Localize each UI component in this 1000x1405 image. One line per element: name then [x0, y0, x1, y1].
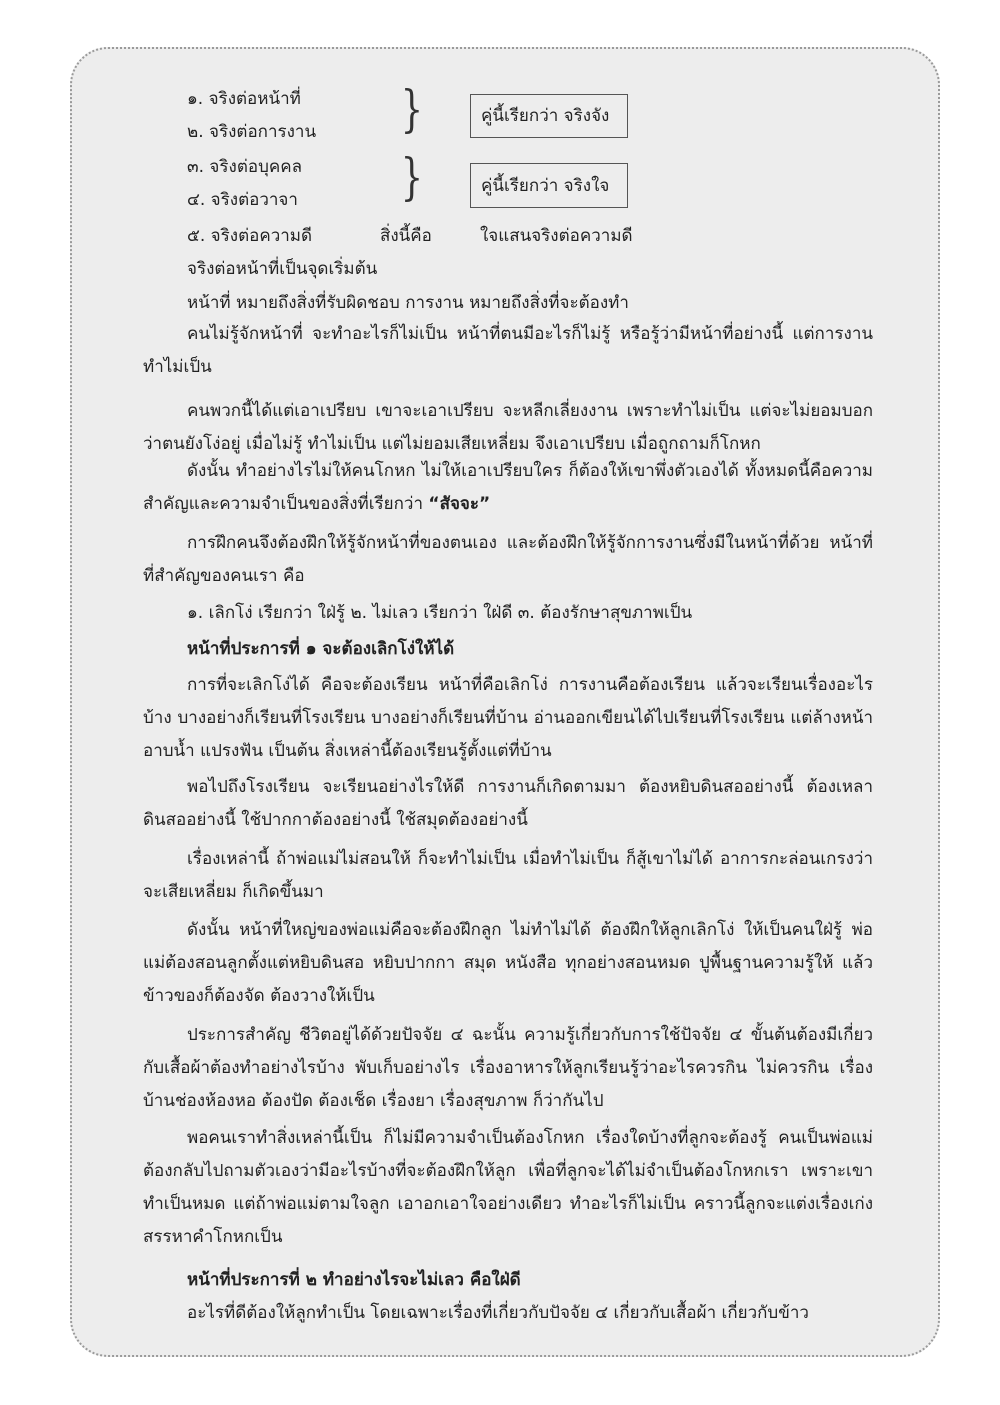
heading-duty-2: หน้าที่ประการที่ ๒ ทำอย่างไรจะไม่เลว คือใฝ่ดี: [187, 1270, 521, 1290]
summary-box-1: คู่นี้เรียกว่า จริงจัง: [470, 94, 628, 138]
line-start: จริงต่อหน้าที่เป็นจุดเริ่มต้น: [187, 259, 378, 279]
paragraph-9: ประการสำคัญ ชีวิตอยู่ได้ด้วยปัจจัย ๔ ฉะนั้น ความรู้เกี่ยวกับการใช้ปัจจัย ๔ ขั้นต้นต้องมีเกี่ยวกับเสื้อผ้าต้องทำอย่างไรบ้าง พับเก็บอย่างไร เรื่องอาหารให้ลูกเรียนรู้ว่าอะไรควรกิน ไม่ควรกิน เรื่องบ้านช่องห้องหอ ต้องปัด ต้องเช็ด เรื่องยา เรื่องสุขภาพ ก็ว่ากันไป: [143, 1025, 873, 1111]
summary-item-2: ๒. จริงต่อการงาน: [187, 122, 317, 142]
summary-item-4: ๔. จริงต่อวาจา: [187, 190, 298, 210]
paragraph-11: อะไรที่ดีต้องให้ลูกทำเป็น โดยเฉพาะเรื่องที่เกี่ยวกับปัจจัย ๔ เกี่ยวกับเสื้อผ้า เกี่ยวกับข้าว: [187, 1303, 809, 1323]
summary-item-1: ๑. จริงต่อหน้าที่: [187, 89, 301, 109]
summary-box-2: คู่นี้เรียกว่า จริงใจ: [470, 163, 628, 208]
paragraph-3: [143, 455, 873, 521]
right-brace-icon: }: [400, 148, 424, 206]
heading-duty-1: หน้าที่ประการที่ ๑ จะต้องเลิกโง่ให้ได้: [187, 639, 455, 659]
summary-item-5: ๕. จริงต่อความดี: [187, 226, 313, 246]
paragraph-10: พอคนเราทำสิ่งเหล่านี้เป็น ก็ไม่มีความจำเป็นต้องโกหก เรื่องใดบ้างที่ลูกจะต้องรู้ คนเป็นพ่อแม่ต้องกลับไปถามตัวเองว่ามีอะไรบ้างที่จะต้องฝึกให้ลูก เพื่อที่ลูกจะได้ไม่จำเป็นต้องโกหกเรา เพราะเขาทำเป็นหมด แต่ถ้าพ่อแม่ตามใจลูก เอาอกเอาใจอย่างเดียว ทำอะไรก็ไม่เป็น คราวนี้ลูกจะแต่งเรื่องเก่ง สรรหาคำโกหกเป็น: [143, 1128, 873, 1247]
summary-item-3: ๓. จริงต่อบุคคล: [187, 157, 303, 177]
paragraph-7: เรื่องเหล่านี้ ถ้าพ่อแม่ไม่สอนให้ ก็จะทำไม่เป็น เมื่อทำไม่เป็น ก็สู้เขาไม่ได้ อาการกะล่อนเกรงว่าจะเสียเหลี่ยม ก็เกิดขึ้นมา: [143, 849, 873, 902]
paragraph-1: คนไม่รู้จักหน้าที่ จะทำอะไรก็ไม่เป็น หน้าที่ตนมีอะไรก็ไม่รู้ หรือรู้ว่ามีหน้าที่อย่างนี้ แต่การงานทำไม่เป็น: [143, 324, 873, 377]
paragraph-6: พอไปถึงโรงเรียน จะเรียนอย่างไรให้ดี การงานก็เกิดตามมา ต้องหยิบดินสออย่างนี้ ต้องเหลาดินสออย่างนี้ ใช้ปากกาต้องอย่างนี้ ใช้สมุดต้องอย่างนี้: [143, 777, 873, 830]
paragraph-4: การฝึกคนจึงต้องฝึกให้รู้จักหน้าที่ของตนเอง และต้องฝึกให้รู้จักการงานซึ่งมีในหน้าที่ด้วย หน้าที่ที่สำคัญของคนเรา คือ: [143, 533, 873, 586]
summary-item-5-middle: สิ่งนี้คือ: [380, 226, 432, 246]
line-define: หน้าที่ หมายถึงสิ่งที่รับผิดชอบ การงาน หมายถึงสิ่งที่จะต้องทำ: [187, 293, 629, 313]
right-brace-icon: }: [400, 80, 424, 138]
paragraph-5: การที่จะเลิกโง่ได้ คือจะต้องเรียน หน้าที่คือเลิกโง่ การงานคือต้องเรียน แล้วจะเรียนเรื่องอะไรบ้าง บางอย่างก็เรียนที่โรงเรียน บางอย่างก็เรียนที่บ้าน อ่านออกเขียนได้ไปเรียนที่โรงเรียน แต่ล้างหน้า อาบน้ำ แปรงฟัน เป็นต้น สิ่งเหล่านี้ต้องเรียนรู้ตั้งแต่ที่บ้าน: [143, 675, 873, 761]
paragraph-2: คนพวกนี้ได้แต่เอาเปรียบ เขาจะเอาเปรียบ จะหลีกเลี่ยงงาน เพราะทำไม่เป็น แต่จะไม่ยอมบอกว่าตนยังโง่อยู่ เมื่อไม่รู้ ทำไม่เป็น แต่ไม่ยอมเสียเหลี่ยม จึงเอาเปรียบ เมื่อถูกถามก็โกหก: [143, 401, 873, 454]
paragraph-3-text: ดังนั้น ทำอย่างไรไม่ให้คนโกหก ไม่ให้เอาเปรียบใคร ก็ต้องให้เขาพึ่งตัวเองได้ ทั้งหมดนี้คือความสำคัญและความจำเป็นของสิ่งที่เรียกว่า: [143, 461, 873, 514]
paragraph-3-emphasis: “สัจจะ”: [428, 494, 491, 514]
summary-item-5-result: ใจแสนจริงต่อความดี: [480, 226, 633, 246]
paragraph-8: ดังนั้น หน้าที่ใหญ่ของพ่อแม่คือจะต้องฝึกลูก ไม่ทำไม่ได้ ต้องฝึกให้ลูกเลิกโง่ ให้เป็นคนใฝ่รู้ พ่อแม่ต้องสอนลูกตั้งแต่หยิบดินสอ หยิบปากกา สมุด หนังสือ ทุกอย่างสอนหมด ปูพื้นฐานความรู้ให้ แล้วข้าวของก็ต้องจัด ต้องวางให้เป็น: [143, 920, 873, 1006]
line-three-duties: ๑. เลิกโง่ เรียกว่า ใฝ่รู้ ๒. ไม่เลว เรียกว่า ใฝ่ดี ๓. ต้องรักษาสุขภาพเป็น: [187, 603, 693, 623]
